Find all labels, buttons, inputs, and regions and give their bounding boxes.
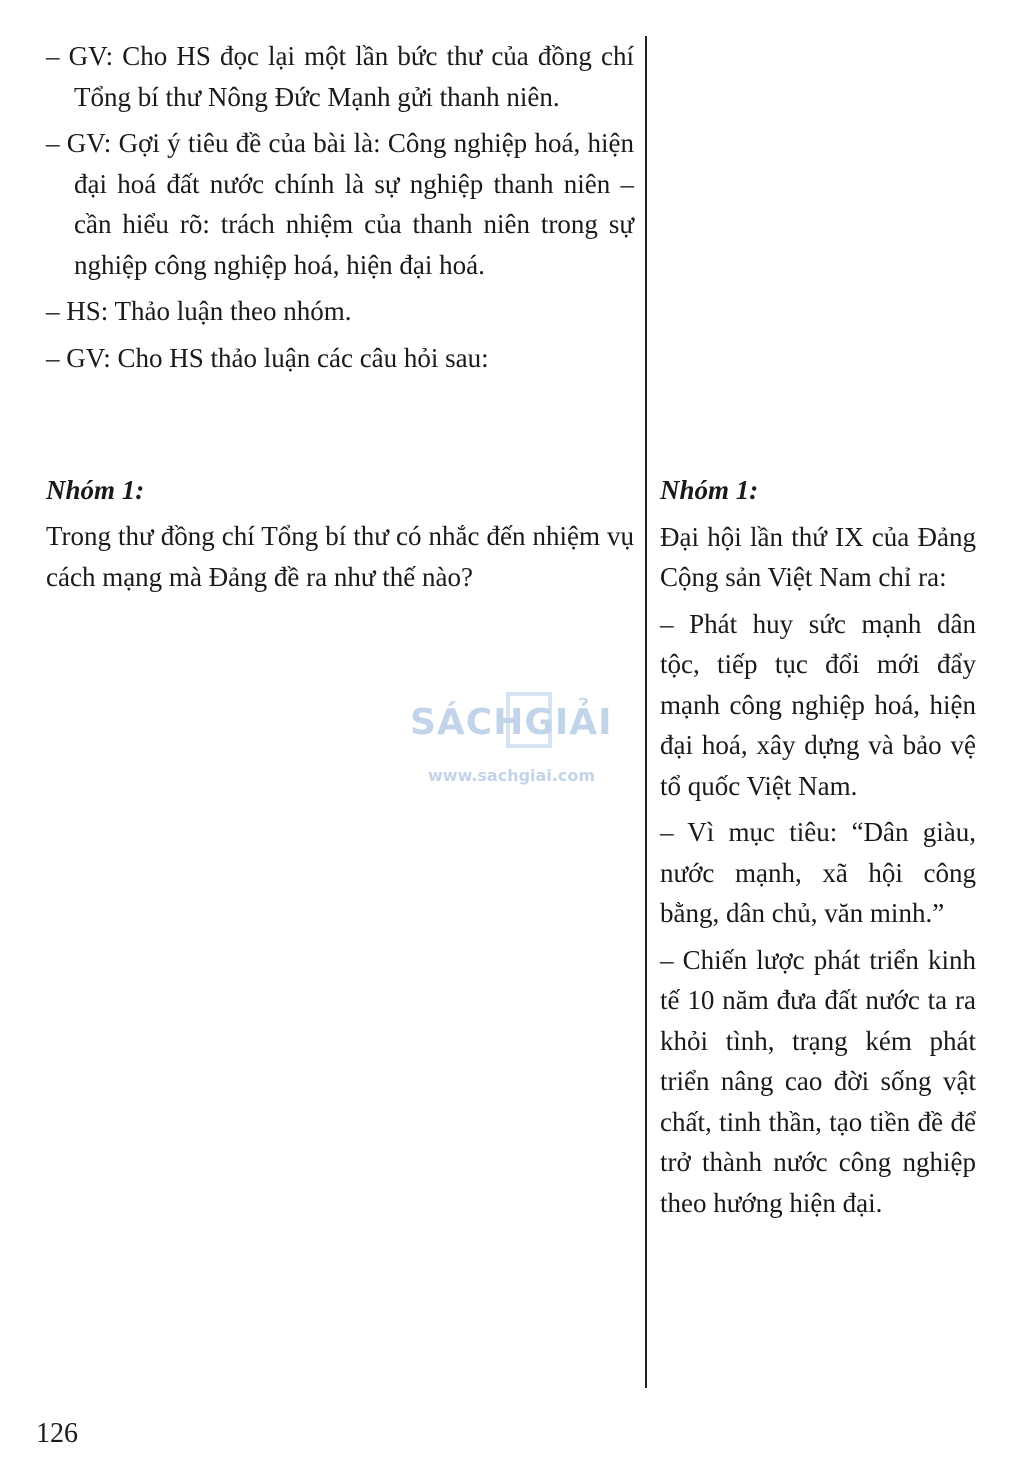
right-intro: Đại hội lần thứ IX của Đảng Cộng sản Việt Nam chỉ ra:: [660, 521, 976, 592]
left-item-3: – HS: Thảo luận theo nhóm.: [46, 296, 352, 326]
watermark-brand: SÁCHGIẢI: [410, 702, 613, 743]
right-point-3: – Chiến lược phát triển kinh tế 10 năm đưa đất nước ta ra khỏi tình, trạng kém phát triển nâng cao đời sống vật chất, tinh thần, tạo tiền đề để trở thành nước công nghiệp theo hướng hiện đại.: [660, 944, 976, 1218]
watermark-url: www.sachgiai.com: [428, 766, 596, 785]
left-item-1: – GV: Cho HS đọc lại một lần bức thư của đồng chí Tổng bí thư Nông Đức Mạnh gửi thanh niên.: [46, 41, 634, 112]
page-number: 126: [36, 1418, 78, 1449]
right-column: [660, 470, 976, 1229]
right-group-heading: Nhóm 1:: [660, 475, 759, 505]
left-item-2: – GV: Gợi ý tiêu đề của bài là: Công nghiệp hoá, hiện đại hoá đất nước chính là sự nghiệp thanh niên – cần hiểu rõ: trách nhiệm của thanh niên trong sự nghiệp công nghiệp hoá, hiện đại hoá.: [46, 128, 634, 280]
left-column: [46, 36, 634, 384]
left-group-question: Trong thư đồng chí Tổng bí thư có nhắc đến nhiệm vụ cách mạng mà Đảng đề ra như thế nào?: [46, 521, 634, 592]
right-point-1: – Phát huy sức mạnh dân tộc, tiếp tục đổi mới đẩy mạnh công nghiệp hoá, hiện đại hoá, xây dựng và bảo vệ tổ quốc Việt Nam.: [660, 608, 976, 801]
left-item-4: – GV: Cho HS thảo luận các câu hỏi sau:: [46, 342, 489, 373]
left-group-heading: Nhóm 1:: [46, 475, 145, 505]
right-point-2: – Vì mục tiêu: “Dân giàu, nước mạnh, xã hội công bằng, dân chủ, văn minh.”: [660, 817, 976, 928]
column-divider: [645, 36, 647, 1388]
watermark-logo: [410, 690, 620, 790]
